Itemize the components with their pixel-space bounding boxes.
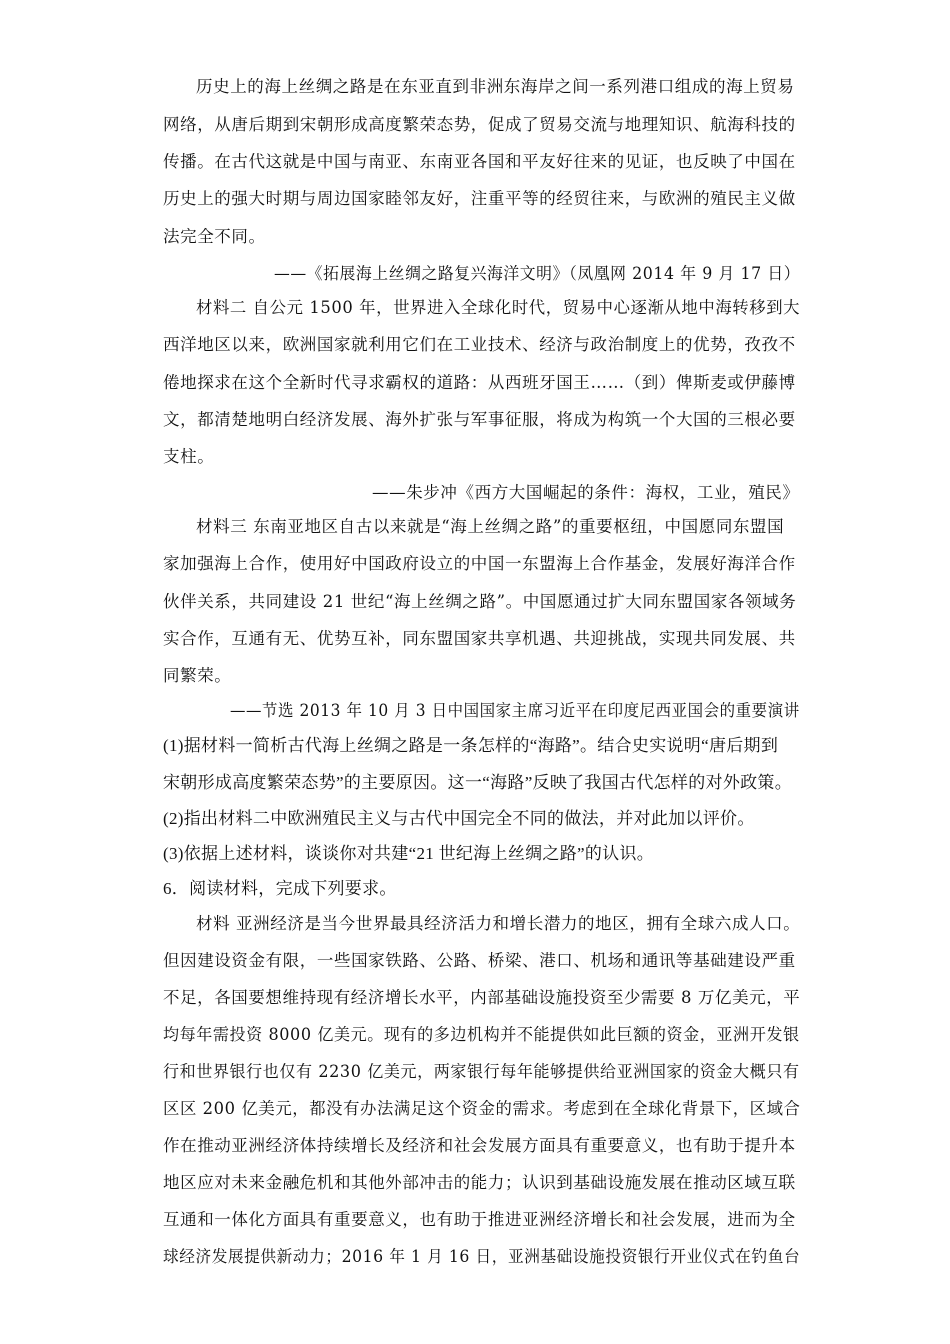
question-3: (3)依据上述材料，谈谈你对共建“21 世纪海上丝绸之路”的认识。	[163, 844, 655, 863]
material3-line-5: 同繁荣。	[163, 666, 232, 685]
question6-line-5: 行和世界银行也仅有 2230 亿美元，两家银行每年能够提供给亚洲国家的资金大概只有	[163, 1062, 800, 1081]
material3-source: ——节选 2013 年 10 月 3 日中国国家主席习近平在印度尼西亚国会的重要演讲	[230, 701, 800, 720]
material2-line-1: 材料二 自公元 1500 年，世界进入全球化时代，贸易中心逐渐从地中海转移到大	[196, 298, 801, 317]
material2-line-5: 支柱。	[163, 447, 215, 466]
question6-line-1: 材料 亚洲经济是当今世界最具经济活力和增长潜力的地区，拥有全球六成人口。	[196, 914, 801, 933]
material1-line-4: 历史上的强大时期与周边国家睦邻友好，注重平等的经贸往来，与欧洲的殖民主义做	[163, 189, 796, 208]
material3-line-2: 家加强海上合作，使用好中国政府设立的中国一东盟海上合作基金，发展好海洋合作	[163, 554, 796, 573]
material3-line-4: 实合作，互通有无、优势互补，同东盟国家共享机遇、共迎挑战，实现共同发展、共	[163, 629, 796, 648]
question6-line-8: 地区应对未来金融危机和其他外部冲击的能力；认识到基础设施发展在推动区域互联	[163, 1173, 796, 1192]
material3-line-1: 材料三 东南亚地区自古以来就是“海上丝绸之路”的重要枢纽，中国愿同东盟国	[196, 517, 785, 536]
question-2: (2)指出材料二中欧洲殖民主义与古代中国完全不同的做法，并对此加以评价。	[163, 809, 755, 828]
material1-line-2: 网络，从唐后期到宋朝形成高度繁荣态势，促成了贸易交流与地理知识、航海科技的	[163, 115, 796, 134]
material2-line-4: 文，都清楚地明白经济发展、海外扩张与军事征服，将成为构筑一个大国的三根必要	[163, 410, 796, 429]
question6-line-6: 区区 200 亿美元，都没有办法满足这个资金的需求。考虑到在全球化背景下，区域合	[163, 1099, 801, 1118]
question6-line-9: 互通和一体化方面具有重要意义，也有助于推进亚洲经济增长和社会发展，进而为全	[163, 1210, 796, 1229]
question6-line-7: 作在推动亚洲经济体持续增长及经济和社会发展方面具有重要意义，也有助于提升本	[163, 1136, 796, 1155]
material2-source: ——朱步冲《西方大国崛起的条件：海权，工业，殖民》	[372, 483, 800, 502]
material1-line-1: 历史上的海上丝绸之路是在东亚直到非洲东海岸之间一系列港口组成的海上贸易	[196, 77, 795, 96]
question6-line-10: 球经济发展提供新动力；2016 年 1 月 16 日，亚洲基础设施投资银行开业仪式在钓鱼台	[163, 1247, 801, 1266]
question6-line-2: 但因建设资金有限，一些国家铁路、公路、桥梁、港口、机场和通讯等基础建设严重	[163, 951, 796, 970]
question6-line-4: 均每年需投资 8000 亿美元。现有的多边机构并不能提供如此巨额的资金，亚洲开发银	[163, 1025, 800, 1044]
material1-source: ——《拓展海上丝绸之路复兴海洋文明》（凤凰网 2014 年 9 月 17 日）	[274, 264, 801, 283]
question6-line-3: 不足，各国要想维持现有经济增长水平，内部基础设施投资至少需要 8 万亿美元，平	[163, 988, 801, 1007]
material3-line-3: 伙伴关系，共同建设 21 世纪“海上丝绸之路”。中国愿通过扩大同东盟国家各领域务	[163, 592, 797, 611]
material2-line-3: 倦地探求在这个全新时代寻求霸权的道路：从西班牙国王……（到）俾斯麦或伊藤博	[163, 373, 796, 392]
question-1-line-1: (1)据材料一简析古代海上丝绸之路是一条怎样的“海路”。结合史实说明“唐后期到	[163, 736, 779, 755]
material2-line-2: 西洋地区以来，欧洲国家就利用它们在工业技术、经济与政治制度上的优势，孜孜不	[163, 335, 796, 354]
material1-line-5: 法完全不同。	[163, 227, 266, 246]
question-6-heading: 6．阅读材料，完成下列要求。	[163, 879, 397, 898]
question-1-line-2: 宋朝形成高度繁荣态势”的主要原因。这一“海路”反映了我国古代怎样的对外政策。	[163, 773, 793, 792]
material1-line-3: 传播。在古代这就是中国与南亚、东南亚各国和平友好往来的见证，也反映了中国在	[163, 152, 796, 171]
